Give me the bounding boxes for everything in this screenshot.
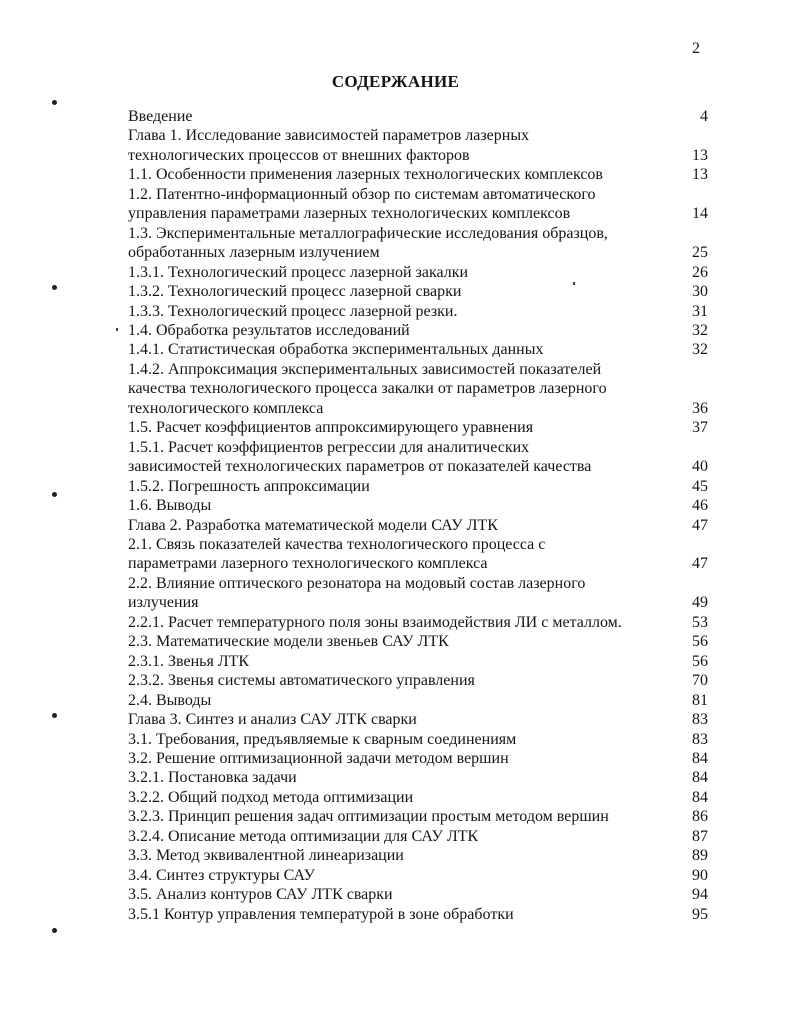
toc-entry-title: Глава 2. Разработка математической модели САУ ЛТК bbox=[128, 516, 498, 534]
toc-entry bbox=[128, 768, 708, 787]
toc-entry-page: 46 bbox=[692, 497, 708, 515]
toc-entry-title: 1.5. Расчет коэффициентов аппроксимирующего уравнения bbox=[128, 419, 534, 437]
toc-entry bbox=[128, 710, 708, 729]
toc-entry bbox=[128, 827, 708, 846]
toc-entry-page: 47 bbox=[692, 516, 708, 534]
toc-entry-title: 3.4. Синтез структуры САУ bbox=[128, 866, 315, 884]
toc-entry-page: 32 bbox=[692, 321, 708, 339]
toc-entry-title: Глава 1. Исследование зависимостей параметров лазерных технологических процессов от внешних факторов bbox=[128, 127, 530, 164]
toc-entry-page: 30 bbox=[692, 283, 708, 301]
toc-entry-title: 1.3.1. Технологический процесс лазерной закалки bbox=[128, 263, 469, 281]
toc-entry-title: 1.3.3. Технологический процесс лазерной резки. bbox=[128, 302, 458, 320]
toc-entry bbox=[128, 671, 708, 690]
toc-entry-title: 1.4. Обработка результатов исследований bbox=[128, 321, 410, 339]
toc-entry-page: 89 bbox=[692, 847, 708, 865]
toc-entry bbox=[128, 807, 708, 826]
toc-entry-page: 49 bbox=[692, 594, 708, 612]
toc-entry bbox=[128, 905, 708, 924]
toc-entry bbox=[128, 321, 708, 340]
toc-entry-title: 2.2. Влияние оптического резонатора на модовый состав лазерного излучения bbox=[128, 574, 586, 612]
toc-entry bbox=[128, 126, 708, 165]
toc-entry-page: 14 bbox=[692, 205, 708, 223]
toc-entry bbox=[128, 730, 708, 749]
toc-entry bbox=[128, 185, 708, 224]
toc-entry-page: 4 bbox=[700, 108, 708, 125]
toc-entry bbox=[128, 749, 708, 768]
toc-entry-page: 53 bbox=[692, 613, 708, 631]
toc-entry bbox=[128, 340, 708, 359]
toc-entry bbox=[128, 885, 708, 904]
toc-entry bbox=[128, 632, 708, 651]
toc-entry bbox=[128, 360, 708, 418]
page-number: 2 bbox=[692, 40, 700, 57]
toc-entry-title: 3.2.2. Общий подход метода оптимизации bbox=[128, 788, 414, 806]
toc-entry-page: 56 bbox=[692, 633, 708, 651]
toc-entry-title: 1.3.2. Технологический процесс лазерной сварки bbox=[128, 283, 462, 301]
toc-entry-title: 2.4. Выводы bbox=[128, 691, 212, 709]
toc-entry-page: 36 bbox=[692, 399, 708, 417]
toc-entry-page: 32 bbox=[692, 341, 708, 359]
toc-entry-page: 70 bbox=[692, 672, 708, 690]
toc-entry-page: 83 bbox=[692, 711, 708, 729]
toc-entry bbox=[128, 282, 708, 301]
toc-entry-title: 3.5.1 Контур управления температурой в зоне обработки bbox=[128, 905, 514, 923]
toc-entry bbox=[128, 535, 708, 574]
toc-entry-page: 13 bbox=[692, 166, 708, 184]
toc-entry-title: 3.1. Требования, предъявляемые к сварным соединениям bbox=[128, 730, 517, 748]
toc-entry-page: 45 bbox=[692, 477, 708, 495]
toc-entry bbox=[128, 477, 708, 496]
toc-entry bbox=[128, 846, 708, 865]
toc-entry bbox=[128, 652, 708, 671]
toc-entry-title: 2.3.1. Звенья ЛТК bbox=[128, 652, 250, 670]
toc-entry-page: 84 bbox=[692, 788, 708, 806]
scan-dot bbox=[52, 285, 57, 290]
toc-entry-title: 3.2.4. Описание метода оптимизации для САУ ЛТК bbox=[128, 827, 479, 845]
toc-entry bbox=[128, 302, 708, 321]
toc-entry-title: 3.2. Решение оптимизационной задачи методом вершин bbox=[128, 749, 509, 767]
toc-entry-title: 1.6. Выводы bbox=[128, 497, 212, 515]
toc-entry bbox=[128, 224, 708, 263]
toc-entry-page: 90 bbox=[692, 866, 708, 884]
toc-entry-title: 2.3.2. Звенья системы автоматического управления bbox=[128, 672, 475, 690]
toc-entry-title: 1.1. Особенности применения лазерных технологических комплексов bbox=[128, 166, 603, 184]
toc-entry-title: 3.5. Анализ контуров САУ ЛТК сварки bbox=[128, 886, 393, 904]
toc-entry-title: Глава 3. Синтез и анализ САУ ЛТК сварки bbox=[128, 711, 417, 729]
toc-entry-title: 3.3. Метод эквивалентной линеаризации bbox=[128, 847, 404, 865]
toc-entry-title: 2.3. Математические модели звеньев САУ ЛТК bbox=[128, 633, 449, 651]
toc-entry-page: 56 bbox=[692, 652, 708, 670]
toc-entry-title: 3.2.3. Принцип решения задач оптимизации простым методом вершин bbox=[128, 808, 609, 826]
toc-entry-title: 1.5.1. Расчет коэффициентов регрессии для аналитических зависимостей технологических параметров от показателей качества bbox=[128, 438, 592, 476]
toc-entry-page: 86 bbox=[692, 808, 708, 826]
toc-entry-page: 37 bbox=[692, 419, 708, 437]
toc-entry-page: 40 bbox=[692, 458, 708, 476]
toc-entry bbox=[128, 691, 708, 710]
toc-entry-page: 47 bbox=[692, 555, 708, 573]
toc-entry bbox=[128, 165, 708, 184]
toc-entry-page: 13 bbox=[692, 146, 708, 164]
toc-entry-page: 84 bbox=[692, 769, 708, 787]
toc-entry-page: 31 bbox=[692, 302, 708, 320]
toc-entry-page: 94 bbox=[692, 886, 708, 904]
toc-entry-title: 1.2. Патентно-информационный обзор по системам автоматического управления параметрами лазерных технологических комплексов bbox=[128, 185, 596, 223]
toc-entry-title: 2.1. Связь показателей качества технологического процесса с параметрами лазерного технологического комплекса bbox=[128, 535, 546, 573]
toc-entry-page: 26 bbox=[692, 263, 708, 281]
toc-entry-title: Введение bbox=[128, 108, 193, 125]
toc-entry-page: 83 bbox=[692, 730, 708, 748]
toc-entry bbox=[128, 438, 708, 477]
scan-dot bbox=[52, 100, 57, 105]
toc-entry bbox=[128, 516, 708, 535]
toc-entry bbox=[128, 574, 708, 613]
page-title: СОДЕРЖАНИЕ bbox=[331, 72, 460, 91]
toc-entry-title: 1.4.2. Аппроксимация экспериментальных зависимостей показателей качества технологического процесса закалки от параметров лазерного технологического комплекса bbox=[128, 360, 607, 417]
toc-entry bbox=[128, 107, 708, 126]
toc-entry-title: 1.4.1. Статистическая обработка экспериментальных данных bbox=[128, 341, 544, 359]
scan-speck bbox=[116, 328, 118, 331]
toc-entry-page: 95 bbox=[692, 905, 708, 923]
toc-entry-title: 1.5.2. Погрешность аппроксимации bbox=[128, 477, 370, 495]
toc-entry-title: 1.3. Экспериментальные металлографические исследования образцов, обработанных лазерным излучением bbox=[128, 224, 608, 262]
scan-dot bbox=[52, 492, 57, 497]
toc-entry-title: 2.2.1. Расчет температурного поля зоны взаимодействия ЛИ с металлом. bbox=[128, 613, 622, 631]
toc-entry bbox=[128, 866, 708, 885]
toc-entry-page: 87 bbox=[692, 827, 708, 845]
toc-entry-page: 81 bbox=[692, 691, 708, 709]
toc-entry-page: 25 bbox=[692, 244, 708, 262]
toc-entry bbox=[128, 788, 708, 807]
scan-dot bbox=[52, 928, 57, 933]
toc-entry bbox=[128, 418, 708, 437]
toc-entry bbox=[128, 263, 708, 282]
toc-entry bbox=[128, 613, 708, 632]
table-of-contents bbox=[128, 107, 708, 924]
toc-entry bbox=[128, 496, 708, 515]
toc-entry-page: 84 bbox=[692, 749, 708, 767]
scan-dot bbox=[52, 713, 57, 718]
toc-entry-title: 3.2.1. Постановка задачи bbox=[128, 769, 297, 787]
